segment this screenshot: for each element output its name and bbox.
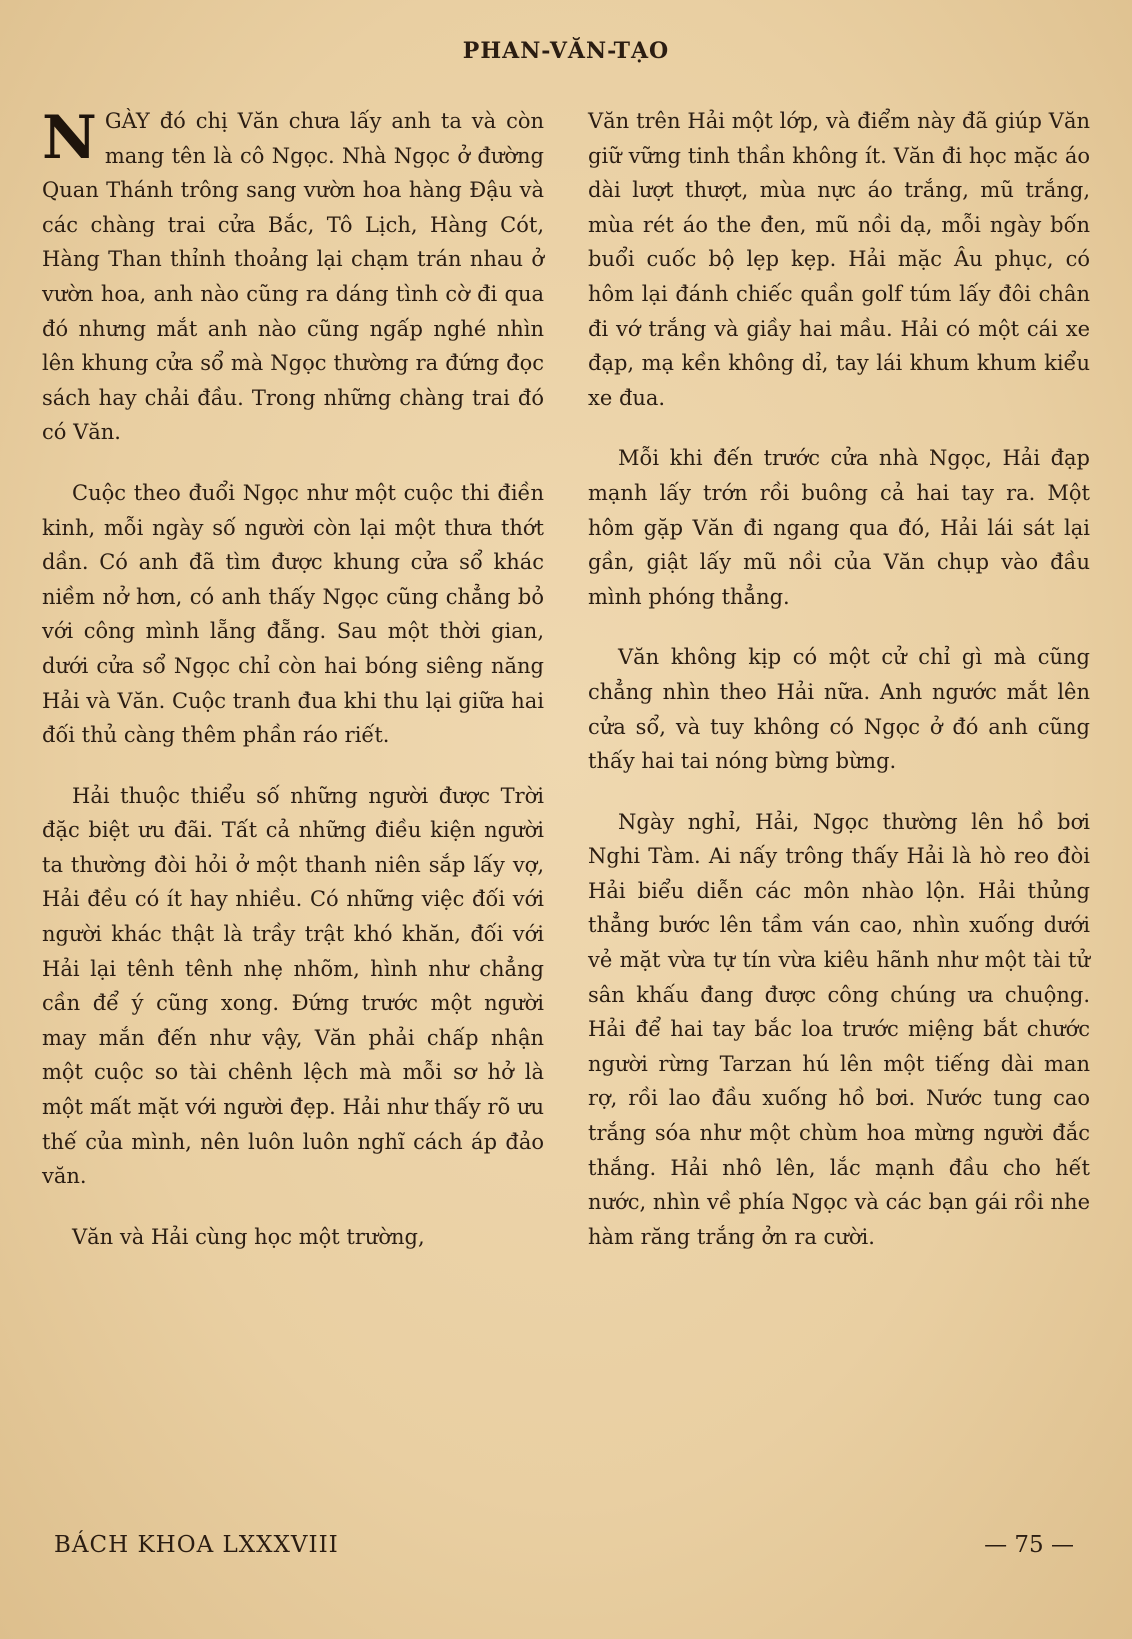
- footer-page-number: — 75 —: [984, 1532, 1074, 1558]
- paragraph-8: Ngày nghỉ, Hải, Ngọc thường lên hồ bơi Nghi Tàm. Ai nấy trông thấy Hải là hò reo đòi Hải biểu diễn các môn nhào lộn. Hải thủng thẳng bước lên tầm ván cao, nhìn xuống dưới vẻ mặt vừa tự tín vừa kiêu hãnh như một tài tử sân khấu đang được công chúng ưa chuộng. Hải để hai tay bắc loa trước miệng bắt chước người rừng Tarzan hú lên một tiếng dài man rợ, rồi lao đầu xuống hồ bơi. Nước tung cao trắng sóa như một chùm hoa mừng người đắc thắng. Hải nhô lên, lắc mạnh đầu cho hết nước, nhìn về phía Ngọc và các bạn gái rồi nhe hàm răng trắng ởn ra cười.: [588, 809, 1090, 1249]
- paragraph-3: Hải thuộc thiểu số những người được Trời đặc biệt ưu đãi. Tất cả những điều kiện người ta thường đòi hỏi ở một thanh niên sắp lấy vợ, Hải đều có ít hay nhiều. Có những việc đối với người khác thật là trầy trật khó khăn, đối với Hải lại tênh tênh nhẹ nhõm, hình như chẳng cần để ý cũng xong. Đứng trước một người may mắn đến như vậy, Văn phải chấp nhận một cuộc so tài chênh lệch mà mỗi sơ hở là một mất mặt với người đẹp. Hải như thấy rõ ưu thế của mình, nên luôn luôn nghĩ cách áp đảo văn.: [42, 783, 544, 1189]
- right-column: [588, 104, 1090, 1504]
- paragraph-6: Mỗi khi đến trước cửa nhà Ngọc, Hải đạp mạnh lấy trớn rồi buông cả hai tay ra. Một hôm gặp Văn đi ngang qua đó, Hải lái sát lại gần, giật lấy mũ nồi của Văn chụp vào đầu mình phóng thẳng.: [588, 446, 1090, 609]
- paragraph-5: Văn trên Hải một lớp, và điểm này đã giúp Văn giữ vững tinh thần không ít. Văn đi học mặc áo dài lượt thượt, mùa nực áo trắng, mũ trắng, mùa rét áo the đen, mũ nồi dạ, mỗi ngày bốn buổi cuốc bộ lẹp kẹp. Hải mặc Âu phục, có hôm lại đánh chiếc quần golf túm lấy đôi chân đi vớ trắng và giầy hai mầu. Hải có một cái xe đạp, mạ kền không dỉ, tay lái khum khum kiểu xe đua.: [588, 109, 1090, 410]
- paragraph-1: [42, 104, 544, 450]
- paragraph-2: Cuộc theo đuổi Ngọc như một cuộc thi điền kinh, mỗi ngày số người còn lại một thưa thớt dần. Có anh đã tìm được khung cửa sổ khác niềm nở hơn, có anh thấy Ngọc cũng chẳng bỏ với công mình lẵng đẵng. Sau một thời gian, dưới cửa sổ Ngọc chỉ còn hai bóng siêng năng Hải và Văn. Cuộc tranh đua khi thu lại giữa hai đối thủ càng thêm phần ráo riết.: [42, 480, 544, 748]
- drop-cap: N: [42, 103, 97, 173]
- paragraph-1-text: GÀY đó chị Văn chưa lấy anh ta và còn mang tên là cô Ngọc. Nhà Ngọc ở đường Quan Thánh trông sang vườn hoa hàng Đậu và các chàng trai cửa Bắc, Tô Lịch, Hàng Cót, Hàng Than thỉnh thoảng lại chạm trán nhau ở vườn hoa, anh nào cũng ra dáng tình cờ đi qua đó nhưng mắt anh nào cũng ngấp nghé nhìn lên khung cửa sổ mà Ngọc thường ra đứng đọc sách hay chải đầu. Trong những chàng trai đó có Văn.: [42, 109, 544, 445]
- text-columns: [42, 104, 1090, 1504]
- running-header-author: PHAN-VĂN-TẠO: [462, 38, 670, 64]
- left-column: [42, 104, 544, 1504]
- footer-publication: BÁCH KHOA LXXXVIII: [54, 1532, 339, 1558]
- paragraph-7: Văn không kịp có một cử chỉ gì mà cũng chẳng nhìn theo Hải nữa. Anh ngước mắt lên cửa sổ, và tuy không có Ngọc ở đó anh cũng thấy hai tai nóng bừng bừng.: [588, 645, 1090, 774]
- paragraph-4: Văn và Hải cùng học một trường,: [72, 1224, 425, 1249]
